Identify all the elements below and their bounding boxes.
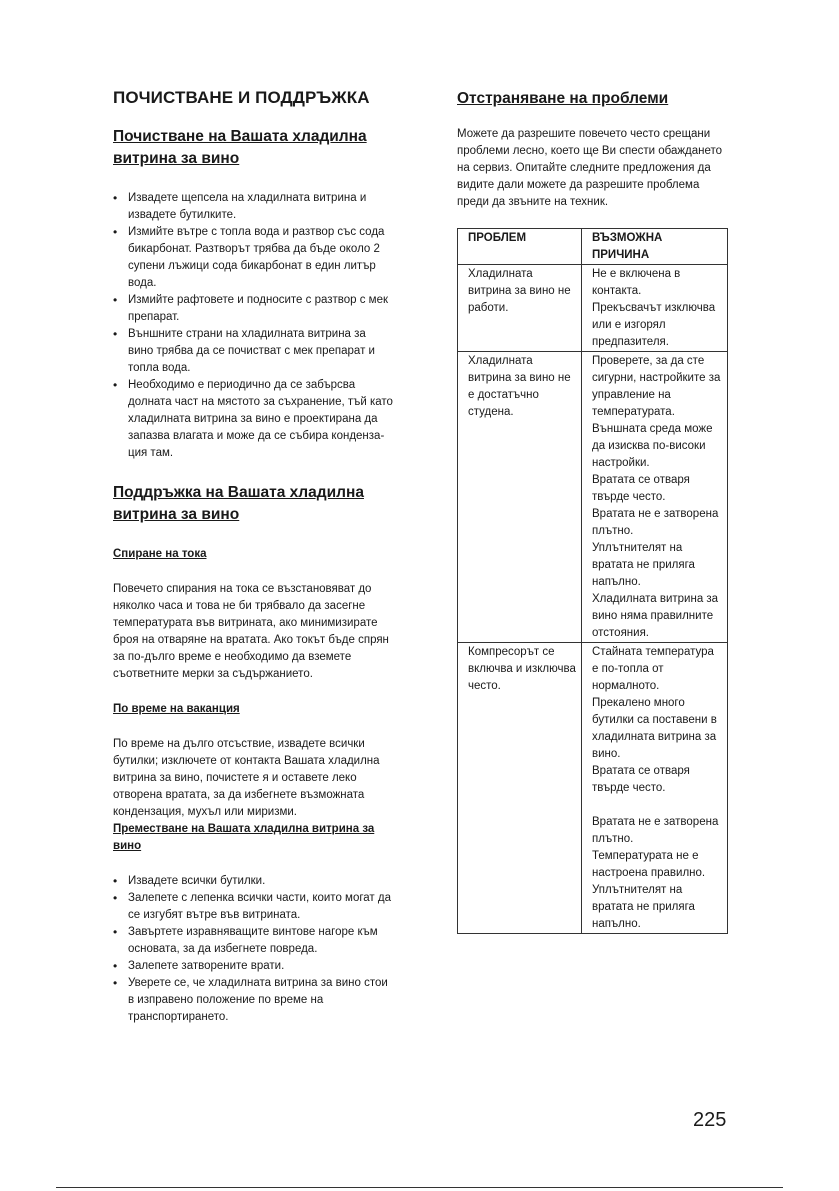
table-row	[458, 352, 728, 643]
cause-line: Вратата не е затворена плътно.	[592, 816, 719, 845]
page-title: ПОЧИСТВАНЕ И ПОДДРЪЖКА	[113, 88, 370, 107]
right-column	[457, 88, 727, 934]
vacation-title: По време на ваканция	[113, 703, 240, 715]
cause-gap	[592, 797, 722, 814]
cause-line: Прекалено много бутилки са поставени в хладилната витрина за вино.	[592, 697, 717, 760]
list-item: • Завъртете изравняващите винтове нагоре към основата, за да избегнете повреда.	[113, 924, 393, 958]
cause-cell	[582, 643, 728, 934]
list-item: • Залепете с лепенка всички части, които могат да се изгубят вътре във витрината.	[113, 890, 393, 924]
cause-line: Стайната температура е по-топла от нормалното.	[592, 646, 714, 692]
cause-line: Уплътнителят на вратата не приляга напълно.	[592, 542, 695, 588]
list-item: • Залепете затворените врати.	[113, 958, 393, 975]
list-item: • Измийте вътре с топла вода и разтвор със сода бикарбонат. Разтворът трябва да бъде около 2 супени лъжици сода бикарбонат в един литър вода.	[113, 224, 393, 292]
cause-line: Проверете, за да сте сигурни, настройките за управление на температурата.	[592, 355, 721, 418]
left-column	[113, 88, 393, 1046]
moving-list	[113, 873, 393, 1026]
cause-cell	[582, 352, 728, 643]
list-item: • Измийте рафтовете и подносите с разтвор с мек препарат.	[113, 292, 393, 326]
header-cause: ВЪЗМОЖНА ПРИЧИНА	[582, 229, 728, 265]
list-item: • Извадете всички бутилки.	[113, 873, 393, 890]
maintenance-section-title: Поддръжка на Вашата хладилна витрина за вино	[113, 484, 364, 523]
troubleshooting-table	[457, 228, 728, 934]
list-item: • Външните страни на хладилната витрина за вино трябва да се почистват с мек препарат и топла вода.	[113, 326, 393, 377]
table-row	[458, 265, 728, 352]
page-number: 225	[693, 1109, 727, 1131]
cleaning-section-title: Почистване на Вашата хладилна витрина за вино	[113, 128, 367, 167]
list-item: • Извадете щепсела на хладилната витрина и извадете бутилките.	[113, 190, 393, 224]
list-item: • Необходимо е периодично да се забърсва долната част на мястото за съхранение, тъй като хладилната витрина за вино е проектирана да запазва влагата и може да се събира кондензация там.	[113, 377, 393, 462]
moving-title: Преместване на Вашата хладилна витрина за вино	[113, 823, 375, 852]
header-problem: ПРОБЛЕМ	[458, 229, 582, 265]
troubleshooting-intro: Можете да разрешите повечето често срещани проблеми лесно, което ще Ви спести обаждането на сервиз. Опитайте следните предложения да видите дали можете да разрешите проблема преди да звъните на техник.	[457, 128, 723, 208]
table-row	[458, 643, 728, 934]
cause-line: Вратата се отваря твърде често.	[592, 474, 690, 503]
cause-line: Вратата се отваря твърде често.	[592, 765, 690, 794]
cause-line: Прекъсвачът изключва или е изгорял предпазителя.	[592, 302, 716, 348]
cause-line: Не е включена в контакта.	[592, 268, 681, 297]
power-outage-title: Спиране на тока	[113, 548, 207, 560]
problem-cell: Хладилната витрина за вино не е достатъчно студена.	[458, 352, 582, 643]
table-header-row	[458, 229, 728, 265]
cause-line: Уплътнителят на вратата не приляга напълно.	[592, 884, 695, 930]
list-item: • Уверете се, че хладилната витрина за вино стои в изправено положение по време на транспортирането.	[113, 975, 393, 1026]
cleaning-list	[113, 190, 393, 462]
troubleshooting-title: Отстраняване на проблеми	[457, 90, 669, 107]
cause-line: Хладилната витрина за вино няма правилните отстояния.	[592, 593, 719, 639]
power-outage-text: Повечето спирания на тока се възстановяват до няколко часа и това не би трябвало да засегне температурата във витрината, ако минимизирате броя на отваряне на вратата. Ако токът бъде спрян за по-дълго време е необходимо да вземете съответните мерки за съдържанието.	[113, 583, 389, 680]
problem-cell: Хладилната витрина за вино не работи.	[458, 265, 582, 352]
cause-line: Вратата не е затворена плътно.	[592, 508, 719, 537]
footer-rule	[56, 1187, 783, 1188]
cause-line: Температурата не е настроена правилно.	[592, 850, 706, 879]
cause-cell	[582, 265, 728, 352]
cause-line: Външната среда може да изисква по-високи настройки.	[592, 423, 713, 469]
vacation-text: По време на дълго отсъствие, извадете всички бутилки; изключете от контакта Вашата хладилна витрина за вино, почистете я и оставете леко отворена вратата, за да избегнете възможната кондензация, мухъл или миризми.	[113, 738, 380, 818]
problem-cell: Компресорът се включва и изключва често.	[458, 643, 582, 934]
